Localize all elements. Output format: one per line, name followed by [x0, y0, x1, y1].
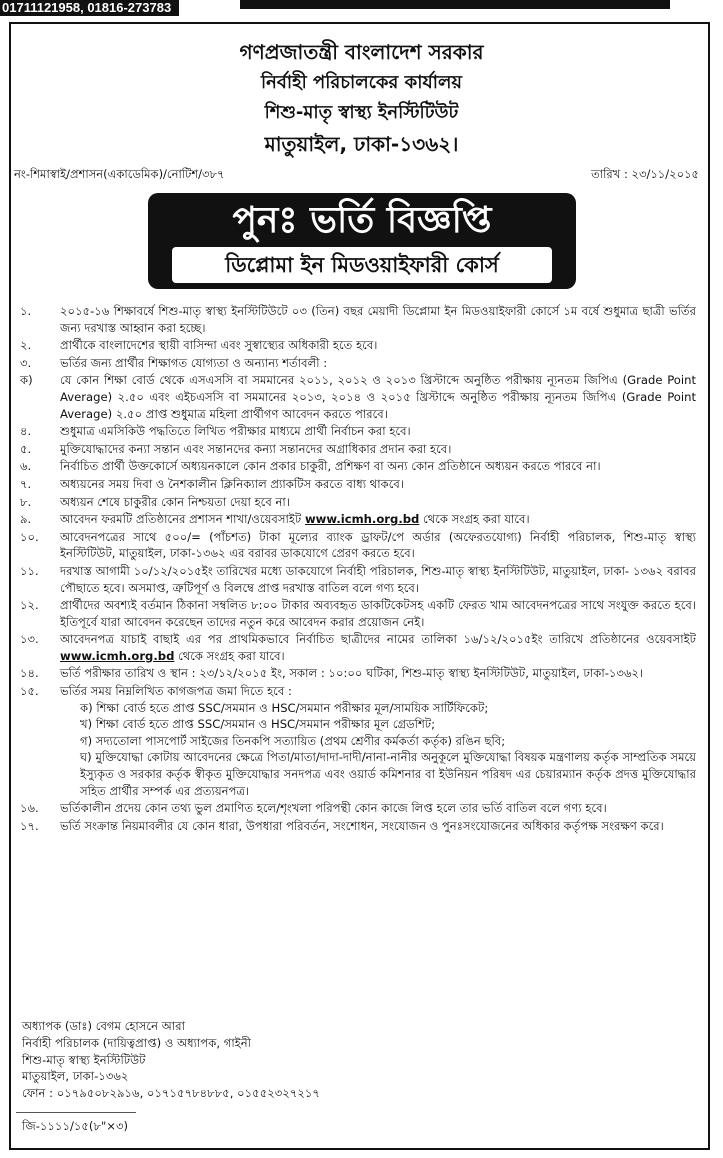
list-item: [20, 597, 696, 630]
memo-number: নং-শিমাস্বাই/প্রশাসন(একাডেমিক)/নোটিশ/৩৮৭: [14, 167, 225, 181]
list-item: [20, 683, 696, 799]
item-body-tail: থেকে সংগ্রহ করা যাবে।: [178, 648, 285, 663]
item-text: [60, 441, 696, 458]
item-text: [60, 665, 696, 682]
item-text: [60, 511, 696, 528]
item-number: ১৫.: [20, 684, 39, 699]
list-item: [20, 494, 696, 511]
item-number: ৯.: [20, 512, 32, 527]
item-text: [60, 800, 696, 817]
item-number: ১৪.: [20, 666, 39, 681]
item-body: শুধুমাত্র এমসিকিউ পদ্ধতিতে লিখিত পরীক্ষার মাধ্যমে প্রার্থী নির্বাচন করা হবে।: [60, 424, 411, 439]
item-number: ১২.: [20, 598, 39, 613]
divider: [16, 1112, 136, 1113]
item-number: ১০.: [20, 529, 39, 544]
signatory-designation: নির্বাহী পরিচালক (দায়িত্বপ্রাপ্ত) ও অধ্যাপক, গাইনী: [22, 1035, 251, 1050]
item-text: [60, 631, 696, 664]
item-body: অধ্যয়নের সময় দিবা ও নৈশকালীন ক্লিনিক্যাল প্র্যাকটিস করতে বাধ্য থাকবে।: [60, 476, 404, 491]
item-body: যে কোন শিক্ষা বোর্ড থেকে এসএসসি বা সমমানের ২০১১, ২০১২ ও ২০১৩ খ্রিস্টাব্দে অনুষ্ঠিত পরীক্ষায় ন্যূনতম জিপিএ (Grade Point Average) ২.৫০ এবং এইচএসসি বা সমমানের ২০১৩, ২০১৪ ও ২০১৫ খ্রিস্টাব্দে অনুষ্ঠিত পরীক্ষায় ন্যূনতম জিপিএ (Grade Point Average) ২.৫০ প্রাপ্ত শুধুমাত্র মহিলা প্রার্থীগণ আবেদন করতে পারবে।: [60, 373, 696, 421]
item-text: [60, 563, 696, 596]
document-requirement: খ) শিক্ষা বোর্ড হতে প্রাপ্ত SSC/সমমান ও HSC/সমমান পরীক্ষার মূল গ্রেডশিট;: [80, 717, 436, 732]
document-requirement: ক) শিক্ষা বোর্ড হতে প্রাপ্ত SSC/সমমান ও HSC/সমমান পরীক্ষার মূল/সাময়িক সার্টিফিকেট;: [80, 700, 489, 715]
item-text: [60, 476, 696, 493]
item-number: ৩.: [20, 355, 32, 370]
item-number: ১.: [20, 304, 32, 318]
item-body-tail: থেকে সংগ্রহ করা যাবে।: [423, 512, 530, 527]
item-body: ভর্তির জন্য প্রার্থীর শিক্ষাগত যোগ্যতা ও অন্যান্য শর্তাবলী :: [60, 355, 328, 370]
item-number: ৭.: [20, 476, 32, 491]
item-text: [60, 529, 696, 562]
item-text: [60, 458, 696, 475]
item-body: আবেদনপত্রের সাথে ৫০০/= (পাঁচশত) টাকা মূল্যের ব্যাংক ড্রাফট/পে অর্ডার (অফেরতযোগ্য) নির্বাহী পরিচালক, শিশু-মাতৃ স্বাস্থ্য ইনস্টিটিউট, মাতুয়াইল, ঢাকা-১৩৬২ এর বরাবর ডাকযোগে প্রেরণ করতে হবে।: [60, 529, 696, 561]
list-item: [20, 529, 696, 562]
item-number: ২.: [20, 338, 32, 353]
contact-phones: ফোন : ০১৭৯৫০৮২৯১৬, ০১৭১৫৭৮৪৮৮৫, ০১৫৫২৩২৭২১৭: [22, 1086, 320, 1101]
item-text: [60, 818, 696, 835]
item-body: ভর্তি সংক্রান্ত নিয়মাবলীর যে কোন ধারা, উপধারা পরিবর্তন, সংশোধন, সংযোজন ও পুনঃসংযোজনের অধিকার কর্তৃপক্ষ সংরক্ষণ করে।: [60, 818, 664, 833]
course-title: ডিপ্লোমা ইন মিডওয়াইফারী কোর্স: [172, 247, 552, 283]
list-item: [20, 423, 696, 440]
item-number: ১৭.: [20, 818, 39, 833]
item-body: ২০১৫-১৬ শিক্ষাবর্ষে শিশু-মাতৃ স্বাস্থ্য ইনস্টিটিউটে ০৩ (তিন) বছর মেয়াদী ডিপ্লোমা ইন মিডওয়াইফারী কোর্সে ১ম বর্ষে শুধুমাত্র ছাত্রী ভর্তির জন্য দরখাস্ত আহ্বান করা হচ্ছে।: [60, 304, 696, 335]
item-text: [60, 337, 696, 354]
top-black-bar: [240, 0, 670, 9]
item-number: ১১.: [20, 563, 39, 578]
list-item: [20, 441, 696, 458]
signatory-name: অধ্যাপক (ডাঃ) বেগম হোসনে আরা: [22, 1019, 185, 1033]
banner-title: পুনঃ ভর্তি বিজ্ঞপ্তি: [232, 200, 492, 241]
list-item: [20, 458, 696, 475]
item-number: ৫.: [20, 441, 32, 456]
item-text: [60, 683, 696, 799]
notice-date: তারিখ : ২৩/১১/২০১৫: [591, 167, 699, 181]
item-text: [60, 597, 696, 630]
item-text: [60, 494, 696, 511]
item-number: ৪.: [20, 424, 32, 439]
list-item: [20, 631, 696, 664]
signatory-address: মাতুয়াইল, ঢাকা-১৩৬২: [22, 1069, 129, 1084]
item-text: [60, 303, 696, 336]
ad-reference: জি-১১১১/১৫(৮"×৩): [22, 1119, 129, 1133]
item-body: আবেদন ফরমটি প্রতিষ্ঠানের প্রশাসন শাখা/ওয়েবসাইট: [60, 512, 302, 527]
item-body: প্রার্থীদের অবশ্যই বর্তমান ঠিকানা সম্বলিত ৮:০০ টাকার অব্যবহৃত ডাকটিকেটসহ একটি ফেরত খাম আবেদনপত্রের সাথে সংযুক্ত করতে হবে। ইতিপূর্বে যারা আবেদন করেছেন তাদের নতুন করে আবেদন করার প্রয়োজন নেই।: [60, 598, 696, 629]
ad-phone-numbers: 01711121958, 01816-273783: [0, 0, 179, 16]
item-text: [60, 355, 696, 372]
item-body: অধ্যয়ন শেষে চাকুরীর কোন নিশ্চয়তা দেয়া হবে না।: [60, 494, 290, 509]
item-body: ভর্তি পরীক্ষার তারিখ ও স্থান : ২৩/১২/২০১৫ ইং, সকাল : ১০:০০ ঘটিকা, শিশু-মাতৃ স্বাস্থ্য ইনস্টিটিউট, মাতুয়াইল, ঢাকা-১৩৬২।: [60, 666, 644, 681]
list-item: [20, 818, 696, 835]
list-item: [20, 372, 696, 422]
list-item: [20, 563, 696, 596]
item-body: ভর্তিকালীন প্রদেয় কোন তথ্য ভুল প্রমাণিত হলে/শৃংখলা পরিপন্থী কোন কাজে লিপ্ত হলে তার ভর্তি বাতিল বলে গণ্য হবে।: [60, 801, 607, 816]
item-text: [60, 372, 696, 422]
institute-address: মাতুয়াইল, ঢাকা-১৩৬২।: [264, 132, 459, 156]
list-item: [20, 337, 696, 354]
institute-title: শিশু-মাতৃ স্বাস্থ্য ইনস্টিটিউট: [264, 102, 459, 123]
item-number: ৬.: [20, 459, 32, 474]
document-requirement: ঘ) মুক্তিযোদ্ধা কোটায় আবেদনের ক্ষেত্রে পিতা/মাতা/দাদা-দাদী/নানা-নানীর অনুকূলে মুক্তিযোদ্ধা বিষয়ক মন্ত্রণালয় কর্তৃক সাম্প্রতিক সময়ে ইস্যুকৃত ও সরকার কর্তৃক স্বীকৃত মুক্তিযোদ্ধার সনদপত্র এবং ওয়ার্ড কমিশনার বা ইউনিয়ন পরিষদ এর চেয়ারম্যান কর্তৃক প্রদত্ত মুক্তিযোদ্ধার সহিত প্রার্থীর সম্পর্ক এর প্রত্যয়নপত্র।: [80, 750, 696, 798]
item-body: দরখাস্ত আগামী ১০/১২/২০১৫ইং তারিখের মধ্যে ডাকযোগে নির্বাহী পরিচালক, শিশু-মাতৃ স্বাস্থ্য ইনস্টিটিউট, মাতুয়াইল, ঢাকা- ১৩৬২ বরাবর পৌছাতে হবে। অসমাপ্ত, ত্রুটিপূর্ণ ও বিলম্বে প্রাপ্ত দরখাস্ত বাতিল বলে গণ্য হবে।: [60, 563, 696, 595]
item-number: ক): [20, 373, 33, 388]
website-link[interactable]: www.icmh.org.bd: [60, 648, 175, 663]
office-title: নির্বাহী পরিচালকের কার্যালয়: [260, 72, 463, 93]
list-item: [20, 303, 696, 336]
govt-title: গণপ্রজাতন্ত্রী বাংলাদেশ সরকার: [239, 40, 484, 64]
signature-block: [22, 1018, 320, 1102]
top-strip: [0, 0, 723, 16]
item-text: [60, 423, 696, 440]
conditions-list: [20, 303, 696, 835]
signatory-institute: শিশু-মাতৃ স্বাস্থ্য ইনস্টিটিউট: [22, 1052, 146, 1067]
document-requirement: গ) সদ্যতোলা পাসপোর্ট সাইজের তিনকপি সত্যায়িত (প্রথম শ্রেণীর কর্মকর্তা কর্তৃক) রঙিন ছবি;: [80, 733, 506, 748]
item-number: ১৬.: [20, 801, 39, 816]
item-number: ১৩.: [20, 632, 39, 647]
item-body: মুক্তিযোদ্ধাদের কন্যা সন্তান এবং সন্তানদের কন্যা সন্তানদের অগ্রাধিকার প্রদান করা হবে।: [60, 441, 452, 456]
list-item: [20, 476, 696, 493]
item-body: আবেদনপত্র যাচাই বাছাই এর পর প্রাথমিকভাবে নির্বাচিত ছাত্রীদের নামের তালিকা ১৬/১২/২০১৫ইং তারিখে প্রতিষ্ঠানের ওয়েবসাইট: [60, 632, 696, 647]
notice-banner: [148, 193, 576, 289]
website-link[interactable]: www.icmh.org.bd: [304, 512, 420, 527]
item-body: ভর্তির সময় নিম্নলিখিত কাগজপত্র জমা দিতে হবে :: [60, 684, 292, 699]
list-item: [20, 355, 696, 372]
item-body: প্রার্থীকে বাংলাদেশের স্থায়ী বাসিন্দা এবং সুস্বাস্থ্যের অধিকারী হতে হবে।: [60, 338, 378, 353]
item-number: ৮.: [20, 494, 32, 509]
list-item: [20, 800, 696, 817]
item-body: নির্বাচিত প্রার্থী উক্তকোর্সে অধ্যয়নকালে কোন প্রকার চাকুরী, প্রশিক্ষণ বা অন্য কোন প্রতিষ্ঠানে অধ্যয়ন করতে পারবে না।: [60, 459, 601, 474]
list-item: [20, 511, 696, 528]
list-item: [20, 665, 696, 682]
